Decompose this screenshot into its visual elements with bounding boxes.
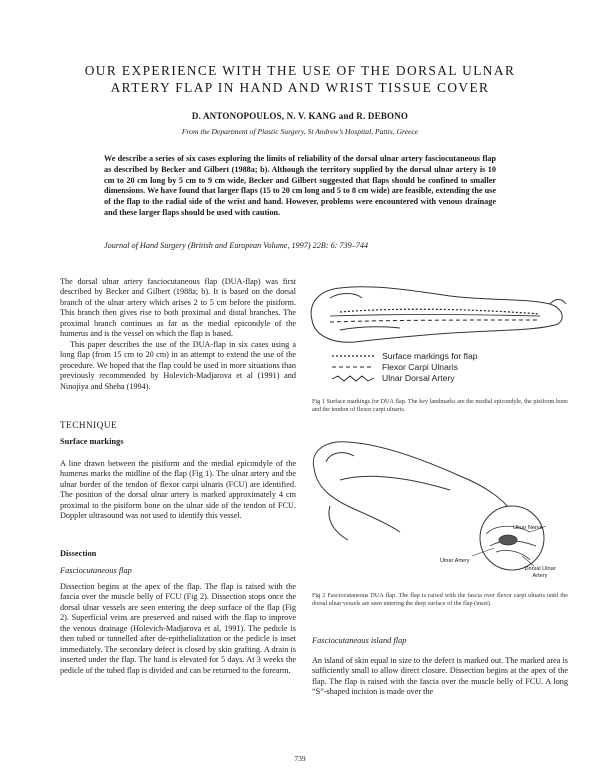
surface-marking-line [340, 309, 540, 314]
island-paragraph: An island of skin equal in size to the defect is marked out. The marked area is sufficiently small to allow direct closure. Dissection begins at the apex of the flap. The flap is raised with the fascia over the muscle belly of FCU. A long “S”-shaped incision is made over the [312, 656, 568, 697]
heading-dissection: Dissection [60, 549, 97, 558]
figure-2-caption: Fig 2 Fasciocutaneous DUA flap. The flap is raised with the fascia over flexor carpi ulnaris until the dorsal ulnar vessels are seen entering the deep surface of the flap (inset). [312, 592, 568, 607]
legend-uda-swatch [332, 376, 374, 381]
label-ulnar-nerve: Ulnar Nerve [513, 525, 543, 531]
intro-paragraph-1: The dorsal ulnar artery fasciocutaneous flap (DUA-flap) was first described by Becker and Gilbert (1988a; b). It is based on the dorsal branch of the ulnar artery which arises 2 to 5 cm before the pisiform. This branch then gives rise to both proximal and distal branches. The proximal branch continues as far as the medial epicondyle of the humerus and is the vessel on which the flap is based. [60, 277, 296, 339]
label-dorsal-ulnar-artery: Dorsal Ulnar Artery [524, 566, 556, 579]
article-title [30, 62, 570, 96]
journal-citation: Journal of Hand Surgery (British and European Volume, 1997) 22B: 6: 739–744 [104, 241, 369, 250]
figure-1-arm-drawing [300, 268, 570, 363]
figure-1-caption: Fig 1 Surface markings for DUA flap. The key landmarks are the medial epicondyle, the pisiform bone and the tendon of flexor carpi ulnaris. [312, 398, 568, 413]
label-ulnar-artery: Ulnar Artery [440, 558, 470, 564]
heading-fasciocutaneous-flap: Fasciocutaneous flap [60, 566, 132, 575]
surface-paragraph: A line drawn between the pisiform and the medial epicondyle of the humerus marks the midline of the flap (Fig 1). The ulnar artery and the ulnar border of the tendon of flexor carpi ulnaris (FCU) are identified. The position of the dorsal ulnar artery is marked approximately 4 cm proximal to the pisiform bone on the ulnar side of the tendon of FCU. Doppler ultrasound was not used to identify this vessel. [60, 459, 296, 521]
left-column [60, 277, 296, 392]
heading-surface-markings: Surface markings [60, 437, 124, 446]
legend-swatches [330, 350, 380, 386]
legend-surface-markings: Surface markings for flap [382, 351, 478, 361]
page-number: 739 [294, 754, 306, 763]
surface-markings-text [60, 459, 296, 522]
heading-technique: TECHNIQUE [60, 420, 118, 430]
affiliation: From the Department of Plastic Surgery, St Andrew’s Hospital, Pattis, Greece [181, 127, 419, 136]
dorsal-artery-line [330, 315, 540, 317]
title-line-1: OUR EXPERIENCE WITH THE USE OF THE DORSAL ULNAR [84, 63, 516, 78]
legend-ulnar-dorsal-artery: Ulnar Dorsal Artery [382, 373, 455, 383]
figure-2-flap-drawing [300, 428, 570, 588]
island-flap-text [312, 656, 568, 698]
legend-flexor-carpi-ulnaris: Flexor Carpi Ulnaris [382, 362, 458, 372]
authors: D. ANTONOPOULOS, N. V. KANG and R. DEBONO [191, 111, 409, 121]
title-line-2: ARTERY FLAP IN HAND AND WRIST TISSUE COVER [110, 80, 490, 95]
fcu-line [330, 320, 540, 322]
abstract: We describe a series of six cases exploring the limits of reliability of the dorsal ulnar artery fasciocutaneous flap as described by Becker and Gilbert (1988a; b). Although the territory supplied by the dorsal ulnar artery is 10 cm to 20 cm long by 5 cm to 9 cm wide, Becker and Gilbert suggested that flaps should be confined to smaller dimensions. We have found that larger flaps (15 to 20 cm long and 5 to 8 cm wide) are feasible, extending the use of the flap to the radial side of the wrist and hand. However, problems were encountered with venous drainage and these larger flaps should be used with caution. [104, 154, 496, 217]
dissection-paragraph: Dissection begins at the apex of the flap. The flap is raised with the fascia over the muscle belly of FCU (Fig 2). Dissection stops once the dorsal ulnar vessels are seen entering the deep surface of the flap (Fig 2). Superficial veins are preserved and raised with the flap to improve the venous drainage (Holevich-Madjarova et al, 1991). The pedicle is then tubed or tunnelled after de-epithelialization or the pedicle is inset immediately. The secondary defect is closed by skin grafting. A drain is inserted under the flap. The hand is elevated for 5 days. At 3 weeks the pedicle of the tubed flap is divided and can be returned to the forearm. [60, 582, 296, 675]
heading-island-flap: Fasciocutaneous island flap [312, 636, 407, 645]
dissection-text [60, 582, 296, 676]
intro-paragraph-2: This paper describes the use of the DUA-flap in six cases using a long flap (from 15 cm to 20 cm) in an attempt to extend the use of the procedure. We hoped that the flap could be used in more situations than previously recommended by Holevich-Madjarova et al (1991) and Ninojiya and Sheha (1994). [60, 339, 296, 391]
